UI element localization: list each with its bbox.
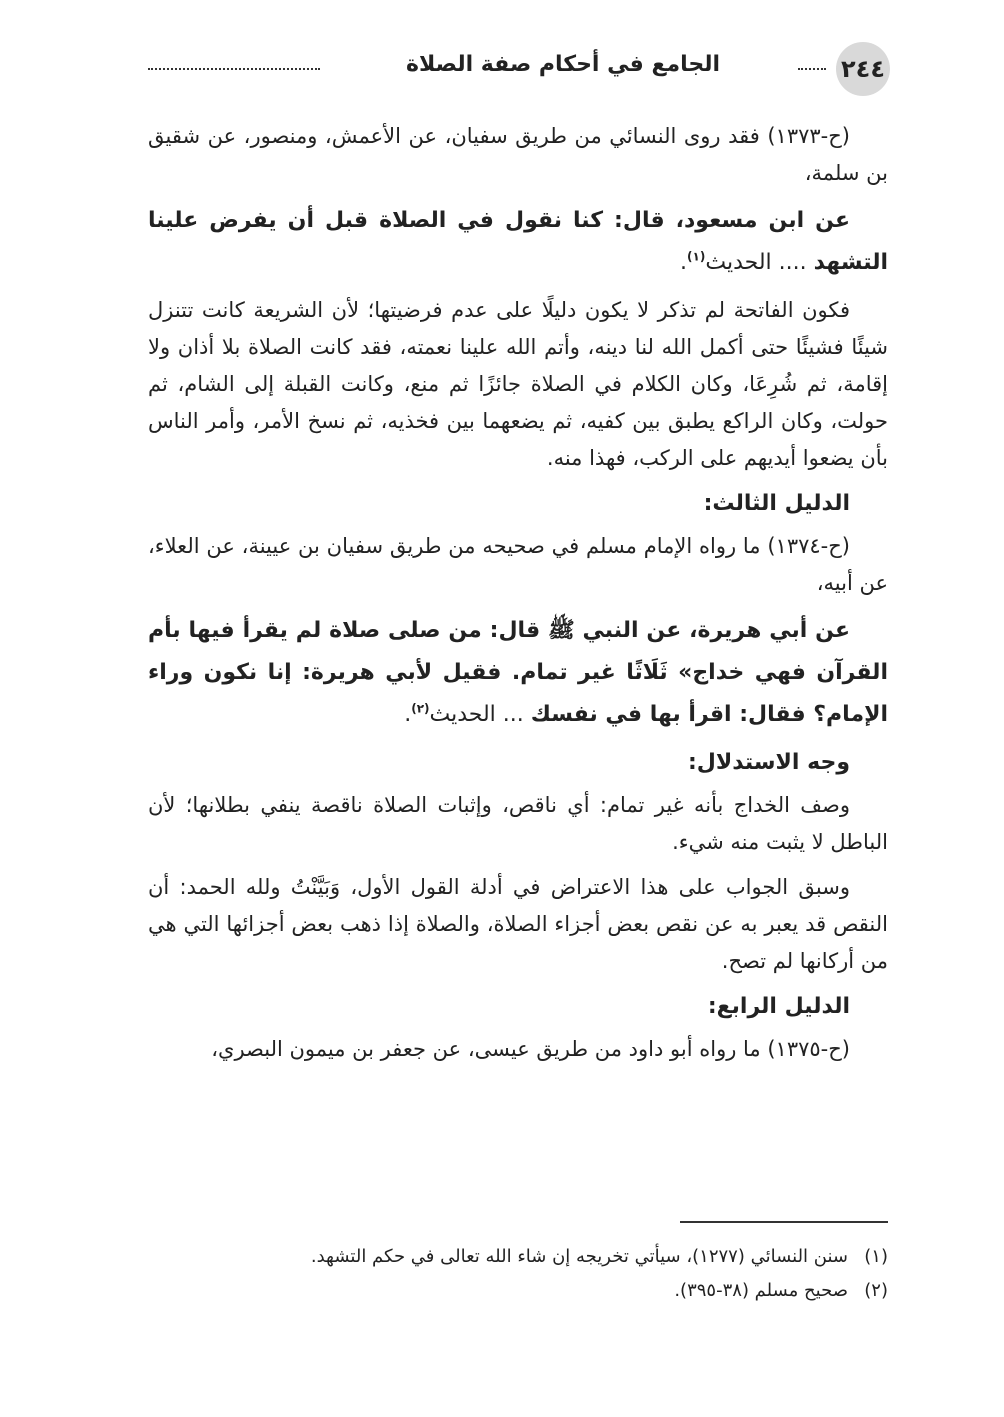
hadith-1374-continuation: ... الحديث	[429, 702, 531, 727]
footnotes	[148, 1240, 888, 1308]
hadith-1374-period: .	[404, 702, 412, 727]
paragraph-answer: وسبق الجواب على هذا الاعتراض في أدلة القول الأول، وَبَيَّنْتُ ولله الحمد: أن النقص قد يعبر به عن نقص بعض أجزاء الصلاة، والصلاة إذا ذهب بعض أجزائها التي هي من أركانها لم تصح.	[148, 875, 888, 973]
footnote-ref-1: (١)	[687, 249, 706, 264]
hadith-1374-text	[148, 610, 888, 736]
hadith-1373-bold-text: عن ابن مسعود، قال: كنا نقول في الصلاة قبل أن يفرض علينا التشهد	[148, 208, 888, 275]
footnote-1-number: (١)	[864, 1246, 888, 1267]
footnote-2-text: صحيح مسلم (٣٨-٣٩٥).	[674, 1280, 848, 1301]
footnote-1-text: سنن النسائي (١٢٧٧)، سيأتي تخريجه إن شاء الله تعالى في حكم التشهد.	[310, 1246, 848, 1267]
hadith-1374-chain: (ح-١٣٧٤) ما رواه الإمام مسلم في صحيحه من طريق سفيان بن عيينة، عن العلاء، عن أبيه،	[148, 534, 888, 595]
page-body	[148, 118, 888, 1076]
hadith-1373-period: .	[680, 250, 688, 275]
footnote-separator	[680, 1221, 888, 1223]
paragraph-inference: وصف الخداج بأنه غير تمام: أي ناقص، وإثبات الصلاة ناقصة ينفي بطلانها؛ لأن الباطل لا يثبت منه شيء.	[148, 793, 888, 854]
page-number: ٢٤٤	[836, 42, 890, 96]
hadith-1373-text	[148, 200, 888, 284]
page-header	[148, 42, 890, 100]
hadith-1374-bold-text: عن أبي هريرة، عن النبي ﷺ قال: من صلى صلاة لم يقرأ فيها بأم القرآن فهي خداج» ثَلَاثًا غير تمام. فقيل لأبي هريرة: إنا نكون وراء الإمام؟ فقال: اقرأ بها في نفسك	[148, 618, 888, 727]
running-title: الجامع في أحكام صفة الصلاة	[405, 52, 721, 77]
footnote-1	[148, 1240, 888, 1274]
hadith-1375-chain: (ح-١٣٧٥) ما رواه أبو داود من طريق عيسى، عن جعفر بن ميمون البصري،	[211, 1037, 850, 1061]
footnote-2-number: (٢)	[864, 1280, 888, 1301]
header-dotted-leader-left	[148, 68, 320, 70]
footnote-ref-2: (٢)	[411, 701, 430, 716]
header-dotted-leader-right	[798, 68, 826, 70]
footnote-2	[148, 1274, 888, 1308]
paragraph-explanation: فكون الفاتحة لم تذكر لا يكون دليلًا على عدم فرضيتها؛ لأن الشريعة كانت تتنزل شيئًا فشيئًا حتى أكمل الله لنا دينه، وأتم الله علينا نعمته، فقد كانت الصلاة بلا أذان ولا إقامة، ثم شُرِعَا، وكان الكلام في الصلاة جائزًا ثم منع، وكانت القبلة إلى الشام، ثم حولت، وكان الراكع يطبق بين كفيه، ثم يضعهما بين فخذيه، ثم نسخ الأمر، وأمر الناس بأن يضعوا أيديهم على الركب، فهذا منه.	[148, 298, 888, 470]
hadith-1373-continuation: .... الحديث	[705, 250, 814, 275]
heading-fourth-evidence: الدليل الرابع:	[707, 994, 850, 1019]
heading-inference: وجه الاستدلال:	[687, 750, 850, 775]
hadith-1373-chain: (ح-١٣٧٣) فقد روى النسائي من طريق سفيان، عن الأعمش، ومنصور، عن شقيق بن سلمة،	[148, 124, 888, 185]
heading-third-evidence: الدليل الثالث:	[703, 491, 850, 516]
